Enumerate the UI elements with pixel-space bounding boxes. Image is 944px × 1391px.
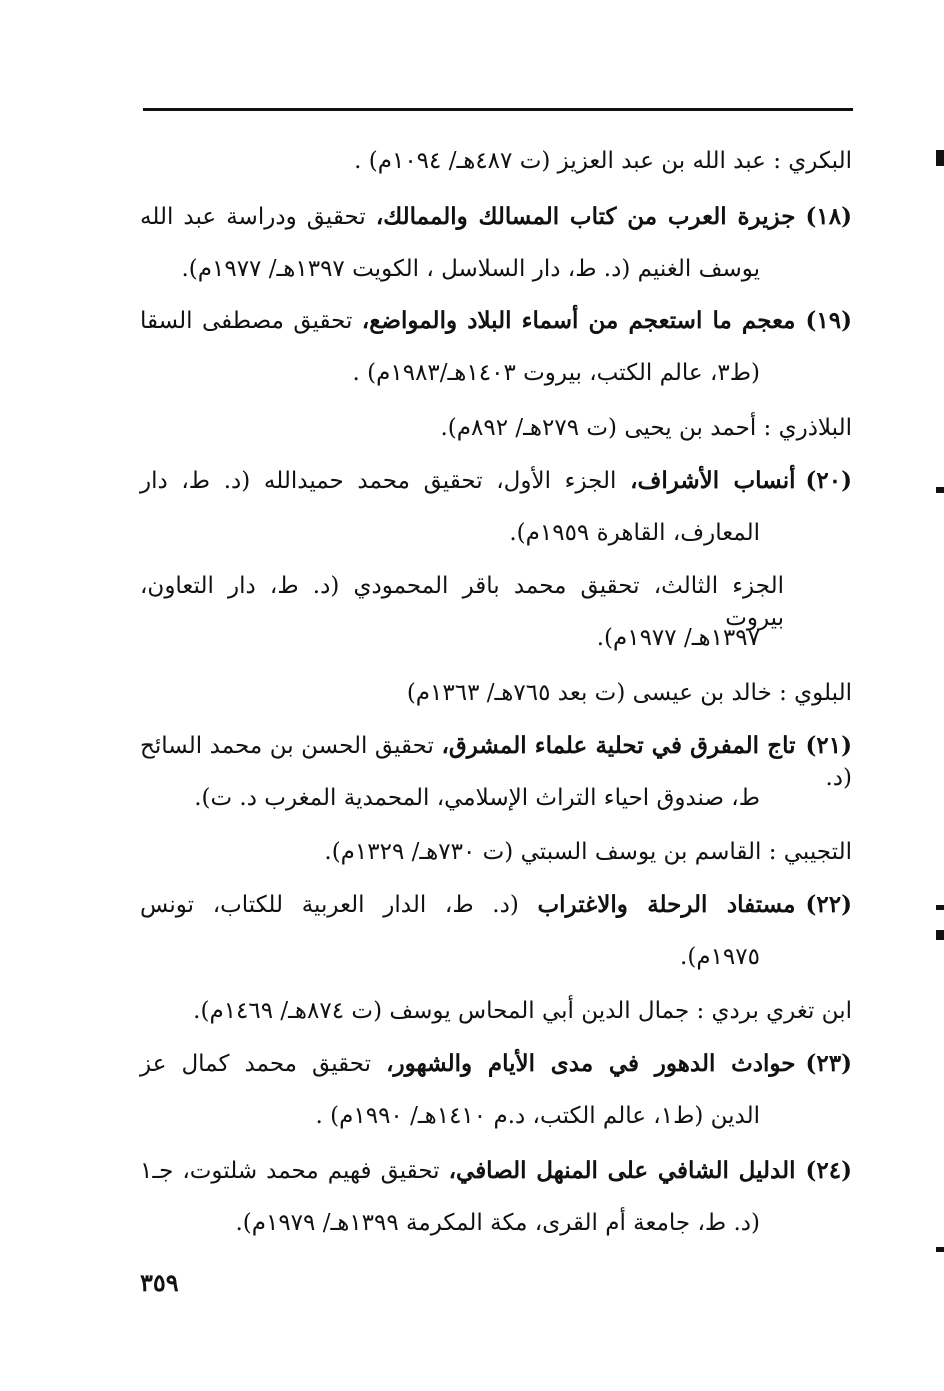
item-number: (٢٢) <box>805 891 852 918</box>
item-title: جزيرة العرب من كتاب المسالك والممالك، <box>375 203 796 230</box>
header-rule <box>143 108 853 111</box>
item-details: تحقيق محمد كمال عز <box>140 1051 387 1077</box>
continuation-text: المعارف، القاهرة ١٩٥٩م). <box>509 520 760 546</box>
bibliography-item <box>140 305 852 337</box>
scan-edge-mark <box>936 487 944 493</box>
item-details: (د. ط، الدار العربية للكتاب، تونس <box>140 892 538 918</box>
item-continuation <box>509 517 760 549</box>
continuation-text: ١٣٩٧هـ/ ١٩٧٧م). <box>596 625 760 651</box>
continuation-text: الدين (ط١، عالم الكتب، د.م ١٤١٠هـ/ ١٩٩٠م) . <box>315 1103 760 1129</box>
item-title: حوادث الدهور في مدى الأيام والشهور، <box>386 1050 796 1077</box>
item-number: (٢٣) <box>805 1050 853 1077</box>
item-continuation <box>680 941 760 973</box>
item-number: (٢١) <box>805 732 852 759</box>
item-title: أنساب الأشراف، <box>630 467 796 494</box>
author-line <box>441 412 853 444</box>
item-details: الجزء الأول، تحقيق محمد حميدالله (د. ط، دار <box>140 468 631 494</box>
item-continuation <box>194 782 760 814</box>
item-title: تاج المفرق في تحلية علماء المشرق، <box>441 732 796 759</box>
author-text: التجيبي : القاسم بن يوسف السبتي (ت ٧٣٠هـ/ ١٣٢٩م). <box>324 839 852 865</box>
item-number: (٢٠) <box>805 467 853 494</box>
continuation-text: يوسف الغنيم (د. ط، دار السلاسل ، الكويت ١٣٩٧هـ/ ١٩٧٧م). <box>181 256 760 282</box>
author-line <box>193 995 852 1027</box>
bibliography-item <box>140 465 852 497</box>
item-details: تحقيق ودراسة عبد الله <box>140 204 376 230</box>
item-continuation <box>353 357 760 389</box>
page-number: ٣٥٩ <box>140 1268 179 1297</box>
continuation-text: ط، صندوق احياء التراث الإسلامي، المحمدية المغرب د. ت). <box>194 785 760 811</box>
scan-edge-mark <box>936 150 944 166</box>
item-title: معجم ما استعجم من أسماء البلاد والمواضع، <box>361 307 796 334</box>
author-text: البكري : عبد الله بن عبد العزيز (ت ٤٨٧هـ/ ١٠٩٤م) . <box>354 148 852 174</box>
scan-edge-mark <box>936 930 944 940</box>
continuation-text: (ط٣، عالم الكتب، بيروت ١٤٠٣هـ/١٩٨٣م) . <box>352 360 760 386</box>
continuation-text: ١٩٧٥م). <box>680 944 760 970</box>
author-text: البلاذري : أحمد بن يحيى (ت ٢٧٩هـ/ ٨٩٢م). <box>440 415 852 441</box>
item-details: تحقيق مصطفى السقا <box>140 308 362 334</box>
item-title: الدليل الشافي على المنهل الصافي، <box>448 1157 796 1184</box>
item-continuation <box>597 622 760 654</box>
scan-edge-mark <box>936 905 944 910</box>
author-line <box>354 145 852 177</box>
scan-edge-mark <box>936 1247 944 1252</box>
item-number: (٢٤) <box>805 1157 852 1184</box>
item-title: مستفاد الرحلة والاغتراب <box>537 891 796 918</box>
item-number: (١٨) <box>805 203 852 230</box>
item-details: تحقيق الحسن بن محمد السائح (د. <box>140 733 852 791</box>
item-continuation <box>181 253 760 285</box>
bibliography-item <box>140 1155 852 1187</box>
bibliography-item <box>140 889 852 921</box>
author-text: البلوي : خالد بن عيسى (ت بعد ٧٦٥هـ/ ١٣٦٣م) <box>406 680 852 706</box>
item-number: (١٩) <box>805 307 852 334</box>
continuation-text: (د. ط، جامعة أم القرى، مكة المكرمة ١٣٩٩هـ/ ١٩٧٩م). <box>235 1210 760 1236</box>
volume-text: الجزء الثالث، تحقيق محمد باقر المحمودي (د. ط، دار التعاون، بيروت <box>140 573 784 631</box>
author-line <box>324 836 852 868</box>
item-continuation <box>316 1100 760 1132</box>
bibliography-item <box>140 1048 852 1080</box>
item-details: تحقيق فهيم محمد شلتوت، جـ١ <box>140 1158 449 1184</box>
author-line <box>407 677 852 709</box>
item-continuation <box>235 1207 760 1239</box>
author-text: ابن تغري بردي : جمال الدين أبي المحاس يوسف (ت ٨٧٤هـ/ ١٤٦٩م). <box>193 998 852 1024</box>
bibliography-item <box>140 201 852 233</box>
